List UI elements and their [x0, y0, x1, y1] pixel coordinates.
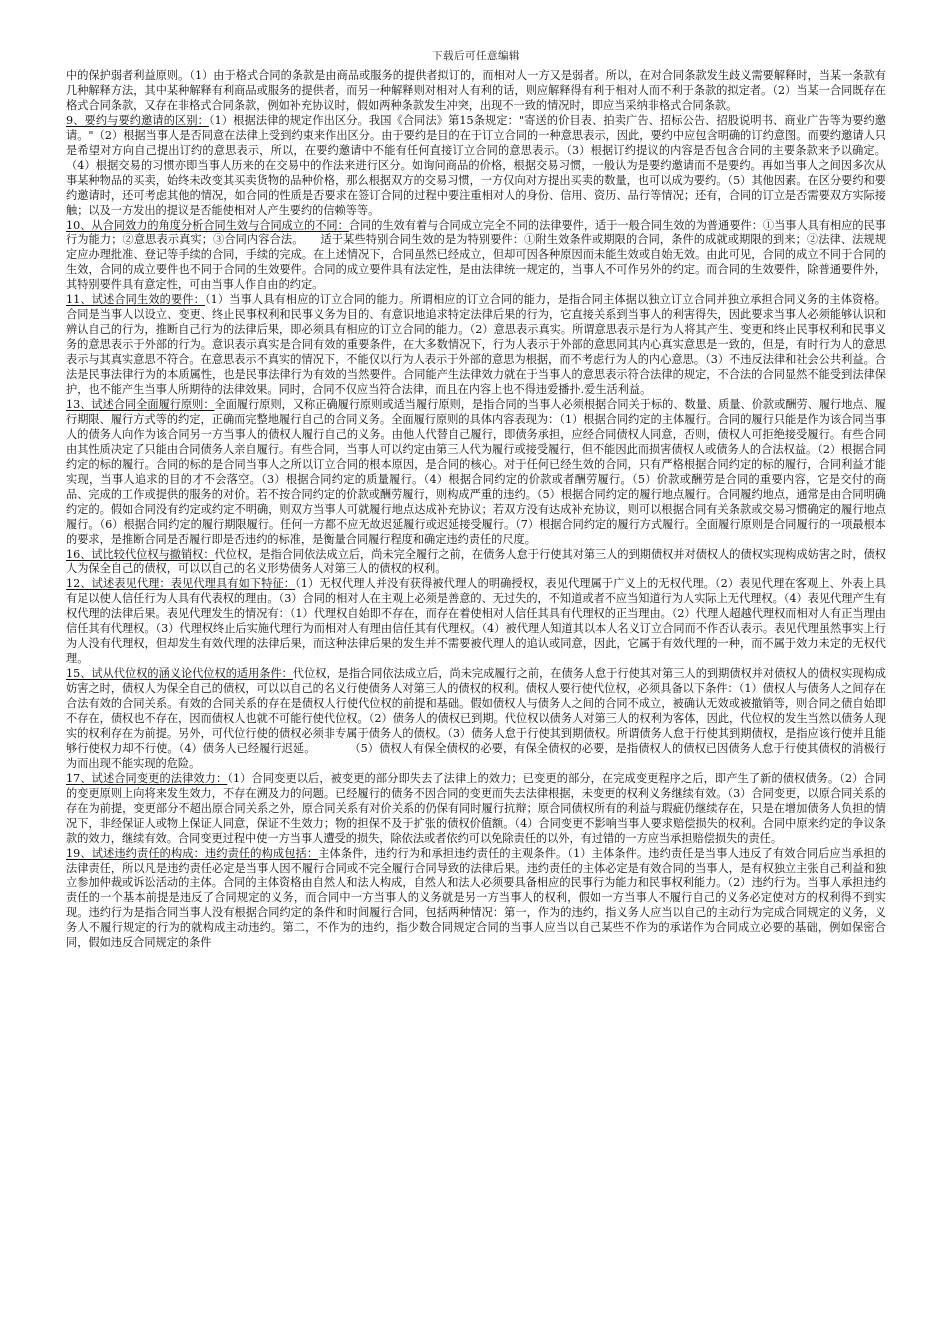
page-header: 下载后可任意编辑 — [432, 50, 520, 62]
paragraph-text: 代位权，是指合同依法成立后，尚未完全履行之前，在债务人怠于行使其对第三人的到期债权并对债权人的债权实现构成妨害之时，债权人为保全自己的债权，可以以自己的名义形势债务人对第三人的债权的权利。 — [66, 547, 886, 576]
paragraph — [66, 772, 886, 847]
paragraph-text: 全面履行原则，又称正确履行原则或适当履行原则，是指合同的当事人必须根据合同关于标的、数量、质量、价款或酬劳、履行地点、履行期限、履行方式等的约定，正确而完整地履行自己的合同义务。全面履行原则的具体内容表现为：（1）根据合同约定的主体履行。合同的履行只能是作为该合同当事人的债务人向作为该合同另一方当事人的债权人履行自己的义务。由他人代替自己履行，即债务承担，应经合同债权人同意，否则，债权人可拒绝接受履行。有些合同由其性质决定了只能由合同债务人亲自履行。有些合同，当事人可以约定由第三人代为履行或接受履行，但不能因此而损害债权人或债务人的合法权益。（2）根据合同约定的标的履行。合同的标的是合同当事人之所以订立合同的根本原因，是合同的核心。对于任何已经生效的合同，只有严格根据合同约定的标的履行，合同利益才能实现，当事人追求的目的才不会落空。（3）根据合同约定的质量履行。（4）根据合同约定的价款或者酬劳履行。（5）价款或酬劳是合同的重要内容，它是交付的商品、完成的工作或提供的服务的对价。若不按合同约定的价款或酬劳履行，则构成严重的违约。（5）根据合同约定的履行地点履行。合同履约地点，通常是由合同明确约定的。假如合同没有约定或约定不明确，则双方当事人可就履行地点达成补充协议；若双方没有达成补充协议，则可以根据合同有关条款或交易习惯确定的履行地点履行。（6）根据合同约定的履行期限履行。任何一方都不应无故迟延履行或迟延接受履行。（7）根据合同约定的履行方式履行。全面履行原则是合同履行的一项最根本的要求，是推断合同是否履行即是否违约的标准，是衡量合同履行程度和确定违约责任的尺度。 — [66, 397, 886, 546]
paragraph — [66, 847, 886, 952]
question-heading: 11、试述合同生效的要件： — [66, 293, 205, 307]
paragraph — [66, 548, 886, 578]
document-page — [66, 0, 886, 1344]
paragraph-text: （1）当事人具有相应的订立合同的能力。所谓相应的订立合同的能力，是指合同主体据以独立订立合同并独立承担合同义务的主体资格。合同是当事人以设立、变更、终止民事权利和民事义务为目的、有意识地追求特定法律后果的行为，它直接关系到当事人的利害得失，因此要求当事人必须能够认识和辨认自己的行为，推断自己行为的法律后果，即必须具有相应的订立合同的能力。（2）意思表示真实。所谓意思表示是行为人将其产生、变更和终止民事权利和民事义务的意思表示于外部的行为。意识表示真实是合同有效的重要条件，在大多数情况下，行为人表示于外部的意思同其内心真实意思是一致的，但是，有时行为人的意思表示与其真实意思不符合。在意思表示不真实的情况下，不能仅以行为人表示于外部的意思为根据，而不考虑行为人的内心意思。（3）不违反法律和社会公共利益。合法是民事法律行为的本质属性，也是民事法律行为有效的当然要件。合同能产生法律效力就在于当事人的意思表示符合法律的规定，不合法的合同显然不能受到法律保护，也不能产生当事人所期待的法律效果。同时，合同不仅应当符合法律，而且在内容上也不得违爱播扑.爱生活利益。 — [66, 293, 886, 397]
question-heading: 13、试述合同全面履行原则： — [66, 397, 215, 411]
document-body — [66, 69, 886, 951]
paragraph-text: （1）根据法律的规定作出区分。我国《合同法》第15条规定："寄送的价目表、拍卖广告、招标公告、招股说明书、商业广告等为要约邀请。"（2）根据当事人是否同意在法律上受到约束来作出区分。由于要约是目的在于订立合同的一种意思表示，因此，要约中应包含明确的订约意图。而要约邀请人只是希望对方向自己提出订约的意思表示，所以，在要约邀请中不能有任何直接订立合同的意思表示。（3）根据订约提议的内容是否包含合同的主要条款来予以确定。（4）根据交易的习惯亦即当事人历来的在交易中的作法来进行区分。如询问商品的价格，根据交易习惯，一般认为是要约邀请而不是要约。再如当事人之间因多次从事某种物品的买卖，始终未改变其买卖货物的品种价格，那么根据双方的交易习惯，一方仅向对方提出买卖的数量，也可以成为要约。（5）其他因素。在区分要约和要约邀请时，还可考虑其他的情况，如合同的性质是否要求在签订合同的过程中要注重相对人的身份、信用、资历、品行等情况；还有，合同的订立是否需要双方实际接触；以及一方发出的提议是否能使相对人产生要约的信赖等等。 — [66, 113, 886, 217]
paragraph-text: （1）无权代理人并没有获得被代理人的明确授权，表见代理属于广义上的无权代理。（2）表见代理在客观上、外表上具有足以使人信任行为人具有代表权的理由。（3）合同的相对人在主观上必须是善意的、无过失的，不知道或者不应当知道行为人实际上无代理权。（4）表见代理产生有权代理的法律后果。表见代理发生的情况有：（1）代理权自始即不存在，而存在着使相对人信任其具有代理权的正当理由。（2）代理人超越代理权而相对人有正当理由信任其有代理权。（3）代理权终止后实施代理行为而相对人有理由信任其有代理权。（4）被代理人知道其以本人名义订立合同而不作否认表示。表见代理虽然事实上行为人没有代理权，但却发生有效代理的法律后果，而这种法律后果的发生并不需要被代理人的追认或同意，因此，它属于有效代理的一种，而不属于效力未定的无权代理。 — [66, 577, 886, 666]
paragraph — [66, 219, 886, 294]
paragraph — [66, 667, 886, 772]
paragraph-text: 中的保护弱者利益原则。（1）由于格式合同的条款是由商品或服务的提供者拟订的，而相对人一方又是弱者。所以，在对合同条款发生歧义需要解释时，当某一条款有几种解释方法，其中某种解释有利商品或服务的提供者，而另一种解释则对相对人有利的话，则应解释得有利于相对人而不利于条款的拟定者。（2）当某一合同既存在格式合同条款，又存在非格式合同条款，例如补充协议时，假如两种条款发生冲突，出现不一致的情况时，即应当采纳非格式合同条款。 — [66, 69, 886, 112]
paragraph-text: 代位权，是指合同依法成立后，尚未完成履行之前，在债务人怠于行使其对第三人的到期债权并对债权人的债权实现构成妨害之时，债权人为保全自己的债权，可以以自己的名义行使债务人对第三人的债权的权利。债权人要行使代位权，必须具备以下条件：（1）债权人与债务人之间存在合法有效的合同关系。有效的合同关系的存在是债权人行使代位权的前提和基础。假如债权人与债务人之间的合同不成立，被确认无效或被撤销等，则合同之债自始即不存在，债权也不存在，因而债权人也就不可能行使代位权。（2）债务人的债权已到期。代位权以债务人对第三人的权利为客体，因此，代位权的发生当然以债务人现实的权利存在为前提。另外，可代位行使的债权必须非专属于债务人的债权。（3）债务人怠于行使其到期债权。所谓债务人怠于行使其到期债权，是指应该行使并且能够行使权力却不行使。（4）债务人已经履行迟延。 （5）债权人有保全债权的必要，有保全债权的必要，是指债权人的债权已因债务人怠于行使其债权的消极行为而出现不能实现的危险。 — [66, 667, 886, 770]
paragraph — [66, 69, 886, 114]
paragraph — [66, 398, 886, 548]
paragraph-text: 主体条件，违约行为和承担违约责任的主观条件。（1）主体条件。违约责任是当事人违反了有效合同后应当承担的法律责任，所以凡是违约责任必定是当事人因不履行合同或不完全履行合同导致的法律后果。违约责任的主体必定是有效合同的当事人，是有权独立主张自己利益和独立参加仲裁或诉讼活动的主体。合同的主体资格由自然人和法人构成，自然人和法人必须要具备相应的民事行为能力和民事权利能力。（2）违约行为。当事人承担违约责任的一个基本前提是违反了合同规定的义务，而合同中一方当事人的义务就是另一方当事人的权利，假如一方当事人不履行自己的义务必定使对方的权利得不到实现。违约行为是指合同当事人没有根据合同约定的条件和时间履行合同，包括两种情况：第一，作为的违约，指义务人应当以自己的主动行为完成合同规定的义务，义务人不履行规定的行为的就构成主动违约。第二，不作为的违约，指少数合同规定合同的当事人应当以自己某些不作为的承诺作为合同成立必要的基础，例如保密合同，假如违反合同规定的条件 — [66, 846, 886, 950]
question-heading: 12、试述表见代理：表见代理具有如下特征： — [66, 577, 296, 591]
question-heading: 16、试比较代位权与撤销权： — [66, 547, 215, 561]
question-heading: 15、试从代位权的涵义论代位权的适用条件： — [66, 667, 293, 681]
question-heading: 17、试述合同变更的法律效力： — [66, 771, 228, 785]
paragraph — [66, 114, 886, 219]
paragraph — [66, 293, 886, 398]
paragraph-text: （1）合同变更以后，被变更的部分即失去了法律上的效力；已变更的部分，在完成变更程序之后，即产生了新的债权债务。（2）合同的变更原则上向将来发生效力，不存在溯及力的问题。已经履行的债务不因合同的变更而失去法律根据，未变更的权利义务继续有效。（3）合同变更，以原合同关系的存在为前提，变更部分不超出原合同关系之外，原合同关系有对价关系的仍保有同时履行抗辩；原合同债权所有的利益与瑕疵仍继续存在，只是在增加债务人负担的情况下，非经保证人或物上保证人同意，保证不生效力；物的担保不及于扩张的债权价值额。（4）合同变更不影响当事人要求赔偿损失的权利。合同中原来约定的争议条款的效力，继续有效。合同变更过程中使一方当事人遭受的损失，除依法或者依约可以免除责任的以外，有过错的一方应当承担赔偿损失的责任。 — [66, 771, 886, 845]
question-heading: 10、从合同效力的角度分析合同生效与合同成立的不同： — [66, 218, 349, 232]
paragraph-text: 合同的生效有着与合同成立完全不同的法律要件，适于一般合同生效的为普通要件：①当事人具有相应的民事行为能力；②意思表示真实；③合同内容合法。 适于某些特别合同生效的是为特别要件：①附生效条件或期限的合同，条件的成就或期限的到来；②法律、法规规定应办理批准、登记等手续的合同，手续的完成。在上述情况下，合同虽然已经成立，但却可因各种原因而未能生效或自始无效。由此可见，合同的成立不同于合同的生效，合同的成立要件也不同于合同的生效要件。合同的成立要件具有法定性，是由法律统一规定的，当事人不可作另外的约定。而合同的生效要件，除普通要件外，其特别要件具有意定性，可由当事人作自由的约定。 — [66, 218, 886, 292]
paragraph — [66, 577, 886, 667]
question-heading: 9、要约与要约邀请的区别： — [66, 113, 209, 127]
question-heading: 19、试述违约责任的构成：违约责任的构成包括： — [66, 846, 319, 860]
